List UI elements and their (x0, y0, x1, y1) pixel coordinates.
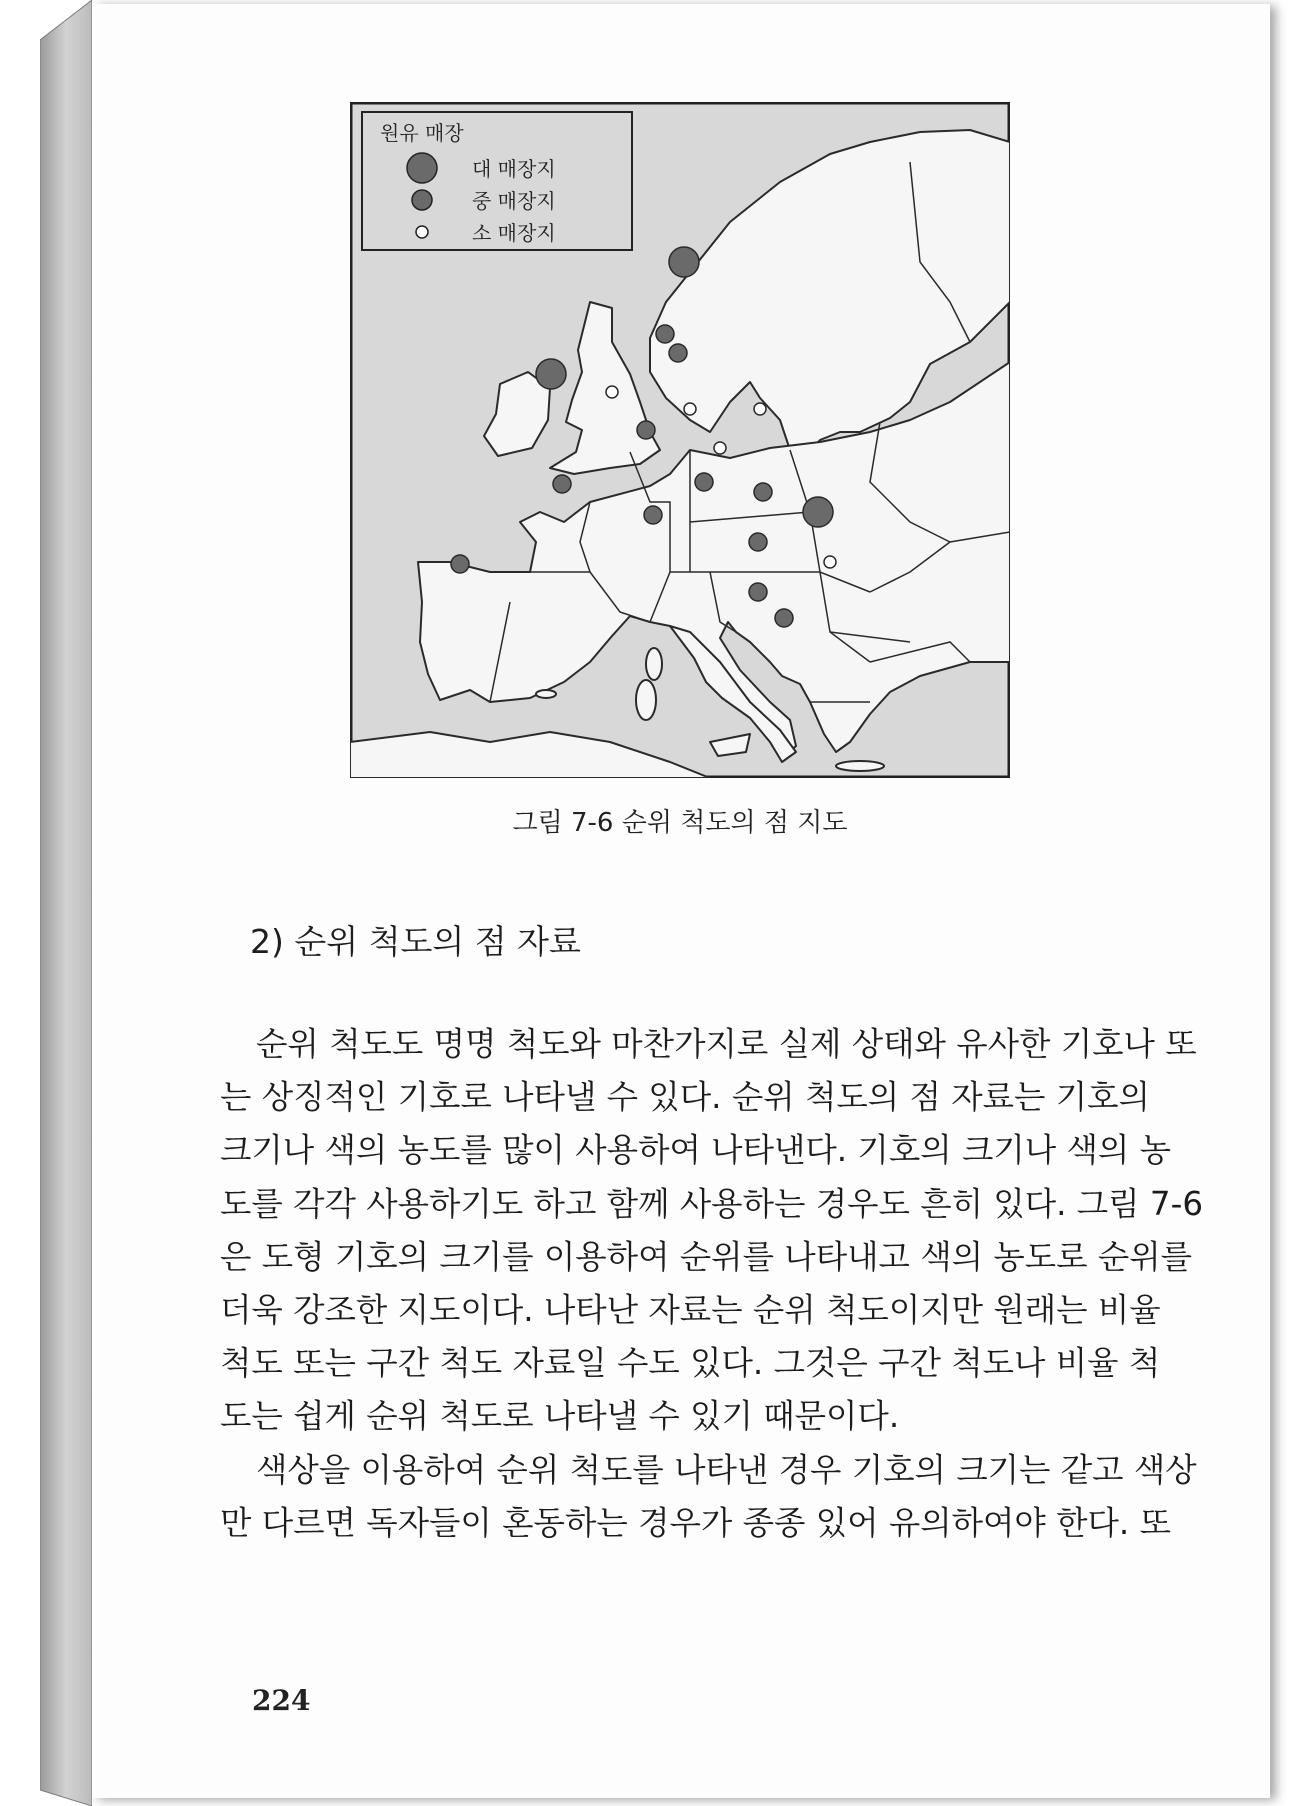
body-line: 더욱 강조한 지도이다. 나타난 자료는 순위 척도이지만 원래는 비율 (220, 1290, 1161, 1329)
reserve-symbol-medium (656, 325, 674, 343)
body-line: 순위 척도도 명명 척도와 마찬가지로 실제 상태와 유사한 기호나 또 (256, 1025, 1197, 1063)
figure-caption: 그림 7-6 순위 척도의 점 지도 (512, 808, 848, 838)
legend-title: 원유 매장 (380, 121, 464, 145)
reserve-symbol-medium (553, 475, 571, 493)
reserve-symbol-small (824, 556, 836, 568)
reserve-symbol-medium (451, 555, 469, 573)
reserve-symbol-large (669, 247, 699, 277)
book-spine (40, 0, 92, 1806)
reserve-symbol-medium (749, 583, 767, 601)
reserve-symbol-medium (669, 344, 687, 362)
crete (836, 761, 884, 771)
body-line: 는 상징적인 기호로 나타낼 수 있다. 순위 척도의 점 자료는 기호의 (220, 1078, 1150, 1117)
body-line: 색상을 이용하여 순위 척도를 나타낸 경우 기호의 크기는 같고 색상 (256, 1450, 1197, 1489)
reserve-symbol-medium (695, 473, 713, 491)
balearic (536, 690, 556, 698)
body-line: 은 도형 기호의 크기를 이용하여 순위를 나타내고 색의 농도로 순위를 (220, 1237, 1193, 1276)
sardinia (636, 680, 656, 720)
reserve-symbol-medium (644, 506, 662, 524)
legend-small-label: 소 매장지 (472, 221, 556, 245)
reserve-symbol-large (536, 359, 566, 389)
reserve-symbol-medium (749, 533, 767, 551)
body-line: 크기나 색의 농도를 많이 사용하여 나타낸다. 기호의 크기나 색의 농 (220, 1131, 1171, 1170)
reserve-symbol-large (803, 497, 833, 527)
section-heading: 2) 순위 척도의 점 자료 (250, 922, 581, 961)
legend-medium-symbol (412, 190, 432, 210)
body-line: 도는 쉽게 순위 척도로 나타낼 수 있기 때문이다. (220, 1397, 900, 1436)
body-text (220, 1018, 1203, 1550)
body-line: 척도 또는 구간 척도 자료일 수도 있다. 그것은 구간 척도나 비율 척 (220, 1344, 1161, 1383)
legend-medium-label: 중 매장지 (472, 189, 556, 213)
legend-small-symbol (416, 226, 428, 238)
reserve-symbol-medium (637, 421, 655, 439)
reserve-symbol-small (684, 403, 696, 415)
legend-large-label: 대 매장지 (472, 157, 556, 181)
body-line: 도를 각각 사용하기도 하고 함께 사용하는 경우도 흔히 있다. 그림 7-6 (220, 1184, 1203, 1223)
reserve-symbol-medium (775, 609, 793, 627)
corsica (646, 648, 662, 680)
body-line: 만 다르면 독자들이 혼동하는 경우가 종종 있어 유의하여야 한다. 또 (220, 1503, 1171, 1542)
legend-large-symbol (407, 153, 437, 183)
reserve-symbol-small (606, 386, 618, 398)
reserve-symbol-small (714, 442, 726, 454)
reserve-symbol-small (754, 403, 766, 415)
europe-oil-reserves-map (350, 102, 1010, 778)
page-number: 224 (252, 1684, 311, 1717)
reserve-symbol-medium (754, 483, 772, 501)
